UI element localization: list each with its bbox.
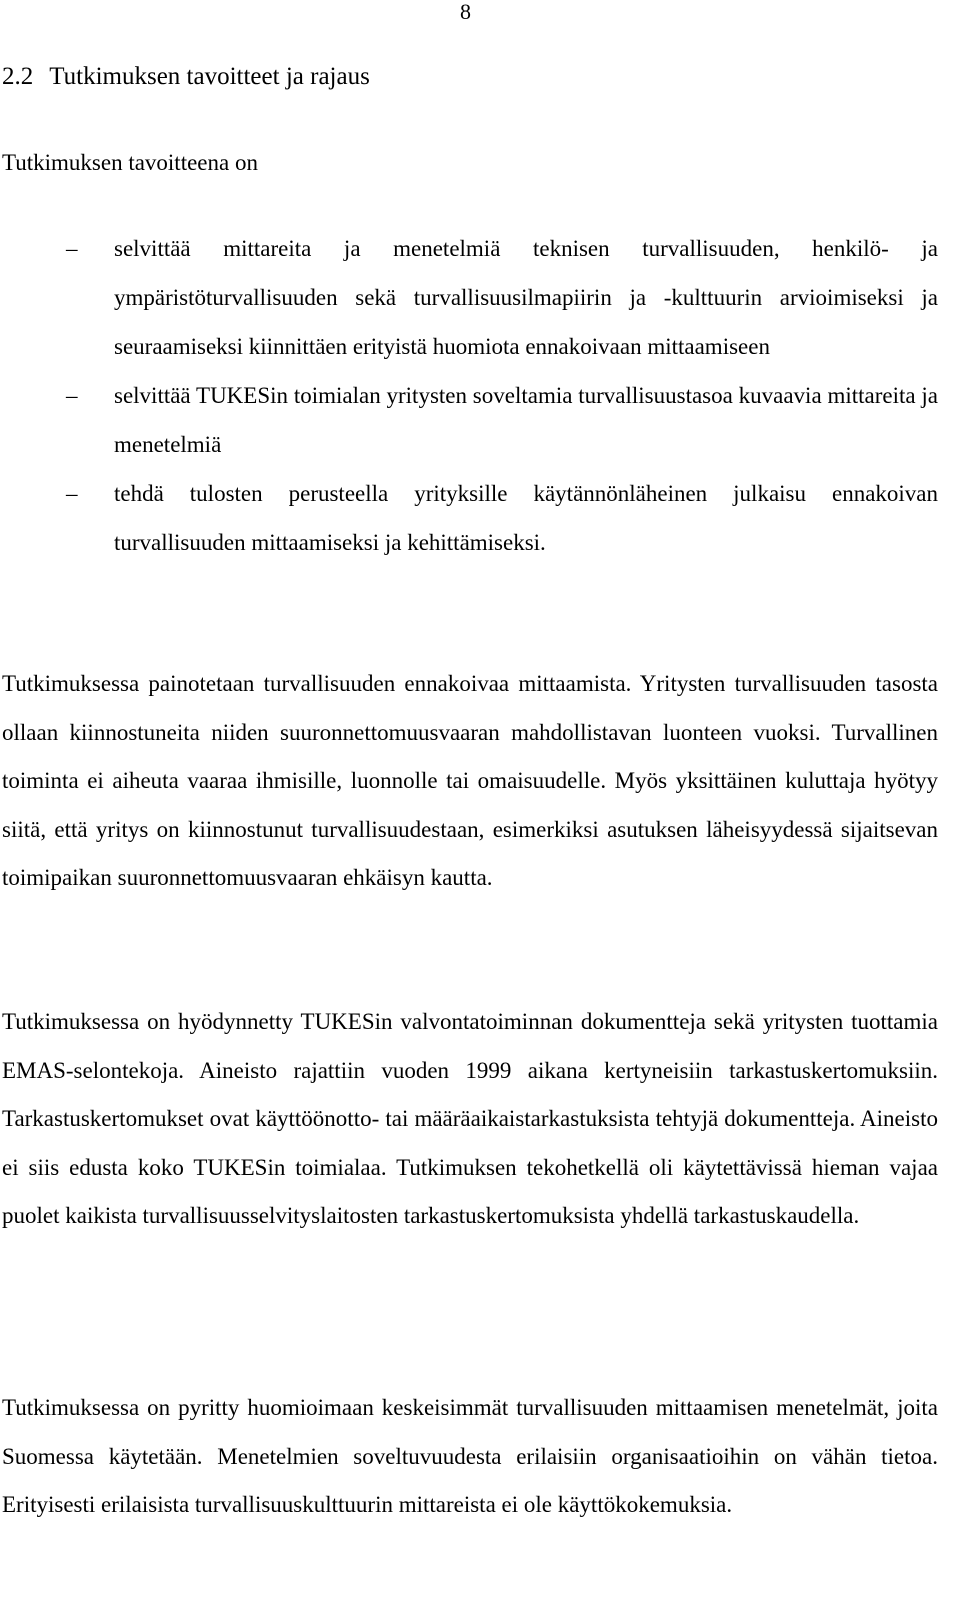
paragraph: Tutkimuksessa on hyödynnetty TUKESin valvontatoiminnan dokumentteja sekä yritysten tuottamia EMAS-selontekoja. Aineisto rajattiin vuoden 1999 aikana kertyneisiin tarkastuskertomuksiin. Tarkastuskertomukset ovat käyttöönotto- tai määräaikaistarkastuksista tehtyjä dokumentteja. Aineisto ei siis edusta koko TUKESin toimialaa. Tutkimuksen tekohetkellä oli käytettävissä hieman vajaa puolet kaikista turvallisuusselvityslaitosten tarkastuskertomuksista yhdellä tarkastuskaudella. bbox=[2, 1009, 938, 1228]
objectives-list bbox=[66, 224, 938, 567]
dash-bullet: – bbox=[66, 383, 78, 408]
list-item-text: tehdä tulosten perusteella yrityksille käytännönläheinen julkaisu ennakoivan turvallisuuden mittaamiseksi ja kehittämiseksi. bbox=[114, 481, 938, 555]
list-item-text: selvittää mittareita ja menetelmiä teknisen turvallisuuden, henkilö- ja ympäristöturvallisuuden sekä turvallisuusilmapiirin ja -kulttuurin arvioimiseksi ja seuraamiseksi kiinnittäen erityistä huomiota ennakoivaan mittaamiseen bbox=[114, 236, 938, 359]
list-item bbox=[66, 224, 938, 371]
section-heading bbox=[2, 62, 370, 92]
paragraph: Tutkimuksessa painotetaan turvallisuuden ennakoivaa mittaamista. Yritysten turvallisuuden tasosta ollaan kiinnostuneita niiden suuronnettomuusvaaran mahdollistavan luonteen vuoksi. Turvallinen toiminta ei aiheuta vaaraa ihmisille, luonnolle tai omaisuudelle. Myös yksittäinen kuluttaja hyötyy siitä, että yritys on kiinnostunut turvallisuudestaan, esimerkiksi asutuksen läheisyydessä sijaitsevan toimipaikan suuronnettomuusvaaran ehkäisyn kautta. bbox=[2, 671, 938, 890]
list-item bbox=[66, 469, 938, 567]
list-item-text: selvittää TUKESin toimialan yritysten soveltamia turvallisuustasoa kuvaavia mittareita ja menetelmiä bbox=[114, 383, 938, 457]
paragraph: Tutkimuksessa on pyritty huomioimaan keskeisimmät turvallisuuden mittaamisen menetelmät, joita Suomessa käytetään. Menetelmien soveltuvuudesta erilaisiin organisaatioihin on vähän tietoa. Erityisesti erilaisista turvallisuuskulttuurin mittareista ei ole käyttökokemuksia. bbox=[2, 1395, 938, 1517]
page-number: 8 bbox=[460, 0, 471, 24]
dash-bullet: – bbox=[66, 481, 78, 506]
section-number: 2.2 bbox=[2, 63, 34, 90]
list-item bbox=[66, 371, 938, 469]
section-title: Tutkimuksen tavoitteet ja rajaus bbox=[49, 63, 370, 90]
intro-text: Tutkimuksen tavoitteena on bbox=[2, 150, 258, 175]
dash-bullet: – bbox=[66, 236, 78, 261]
